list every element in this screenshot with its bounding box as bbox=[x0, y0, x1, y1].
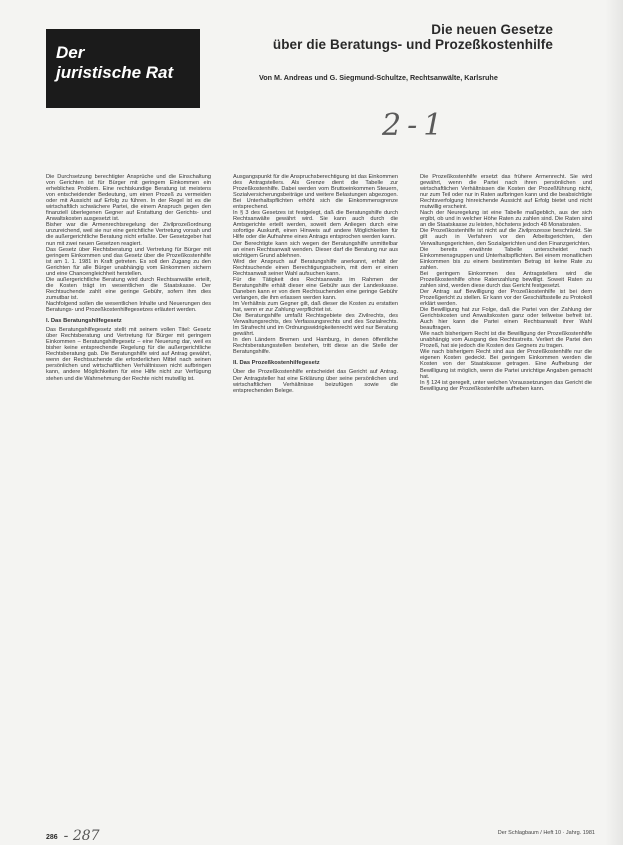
section-heading: II. Das Prozeßkostenhilfegesetz bbox=[233, 360, 320, 367]
journal-footer: Der Schlagbaum / Heft 10 · Jahrg. 1981 bbox=[497, 830, 595, 836]
article-title bbox=[273, 22, 553, 52]
paragraph: Die Durchsetzung berechtigter Ansprüche und die Einschaltung von Gerichten ist für Bürger mit geringem Einkommen ein erhebliches Problem. Eine rechtskundige Beratung ist meistens von entscheidender Bedeutung, um einen Prozeß zu vermeiden oder mit Aussicht auf Erfolg zu führen. In der Regel ist es die wirtschaftlich schwächere Partei, die einem Anspruch gegen den finanziell überlegenen Gegner auf Erstattung der Gerichts- und Anwaltskosten ausgesetzt ist. bbox=[46, 174, 211, 223]
paragraph: Der Berechtigte kann sich wegen der Beratungshilfe unmittelbar an einen Rechtsanwalt wenden. Dieser darf die Beratung nur aus wichtigem Grund ablehnen. bbox=[233, 240, 398, 259]
paragraph: Die außergerichtliche Beratung wird durch Rechtsanwälte erteilt, die Kosten trägt im wesentlichen die Staatskasse. Der Rechtsuchende zahlt eine geringe Gebühr, sofern ihm dies zumutbar ist. bbox=[46, 276, 211, 301]
paragraph: Bisher war die Armenrechtsregelung der Zivilprozeßordnung unzureichend, weil sie nur eine gerichtliche Vertretung vorsah und die außergerichtliche Beratung nicht erfaßte. Der Gesetzgeber hat nun mit zwei neuen Gesetzen reagiert. bbox=[46, 222, 211, 247]
text-column-1 bbox=[46, 174, 211, 814]
article-authors: Von M. Andreas und G. Siegmund-Schultze, Rechtsanwälte, Karlsruhe bbox=[259, 73, 498, 82]
paragraph: In § 124 ist geregelt, unter welchen Voraussetzungen das Gericht die Bewilligung der Prozeßkostenhilfe aufheben kann. bbox=[420, 379, 592, 392]
paragraph: Die Beratungshilfe umfaßt Rechtsgebiete des Zivilrechts, des Verwaltungsrechts, des Verfassungsrechts und des Sozialrechts. Im Strafrecht und im Ordnungswidrigkeitenrecht wird nur Beratung gewährt. bbox=[233, 313, 398, 338]
scan-shadow bbox=[605, 0, 623, 845]
handwritten-page-number: - 287 bbox=[63, 828, 100, 844]
title-line-1: Die neuen Gesetze bbox=[431, 22, 553, 37]
title-line-2: über die Beratungs- und Prozeßkostenhilfe bbox=[272, 37, 553, 52]
paragraph: Wie nach bisherigem Recht ist die Bewilligung der Prozeßkostenhilfe unabhängig vom Ausgang des Rechtsstreits. Verliert die Partei den Prozeß, hat sie jedoch die Kosten des Gegners zu tragen. bbox=[420, 331, 592, 350]
paragraph: Wird der Anspruch auf Beratungshilfe anerkannt, erhält der Rechtsuchende einen Berechtigungsschein, mit dem er einen Rechtsanwalt seiner Wahl aufsuchen kann. bbox=[233, 258, 398, 277]
paragraph: Im Verhältnis zum Gegner gilt, daß dieser die Kosten zu erstatten hat, wenn er zur Zahlung verpflichtet ist. bbox=[233, 300, 398, 314]
rubric-line-1: Der bbox=[56, 43, 85, 62]
page-number: 286 bbox=[46, 834, 58, 841]
paragraph: Der Antrag auf Bewilligung der Prozeßkostenhilfe ist bei dem Prozeßgericht zu stellen. Er kann vor der Geschäftsstelle zu Protokoll erklärt werden. bbox=[420, 288, 592, 307]
paragraph: Bei geringem Einkommen des Antragstellers wird die Prozeßkostenhilfe ohne Ratenzahlung bewilligt. Soweit Raten zu zahlen sind, werden diese durch das Gericht festgesetzt. bbox=[420, 270, 592, 289]
paragraph: Über die Prozeßkostenhilfe entscheidet das Gericht auf Antrag. Der Antragsteller hat eine Erklärung über seine persönlichen und wirtschaftlichen Verhältnisse beizufügen sowie die entsprechenden Belege. bbox=[233, 369, 398, 394]
handwritten-note: 2-1 bbox=[382, 108, 449, 143]
paragraph: Die Prozeßkostenhilfe ist nicht auf die Zivilprozesse beschränkt. Sie gilt auch in Verfahren vor den Arbeitsgerichten, den Verwaltungsgerichten, den Sozialgerichten und den Finanzgerichten. bbox=[420, 228, 592, 247]
paragraph: Das Beratungshilfegesetz stellt mit seinem vollen Titel: Gesetz über Rechtsberatung und Vertretung für Bürger mit geringem Einkommen – Beratungshilfegesetz – eine Neuerung dar, weil es bisher keine entsprechende Regelung für die außergerichtliche Rechtsberatung gab. Die Beratungshilfe wird auf Antrag gewährt, wenn der Rechtsuchende die erforderlichen Mittel nach seinen persönlichen und wirtschaftlichen Verhältnissen nicht aufbringen kann, andere Möglichkeiten für eine Hilfe nicht zur Verfügung stehen und die Wahrnehmung der Rechte nicht mutwillig ist. bbox=[46, 327, 211, 382]
rubric-box bbox=[46, 29, 200, 108]
paragraph: Nach der Neuregelung ist eine Tabelle maßgeblich, aus der sich ergibt, ob und in welcher Höhe Raten zu zahlen sind. Die Raten sind an die Staatskasse zu leisten, höchstens jedoch 48 Monatsraten. bbox=[420, 210, 592, 229]
text-column-3 bbox=[420, 174, 592, 814]
text-column-2 bbox=[233, 174, 398, 814]
rubric-line-2: juristische Rat bbox=[56, 63, 174, 82]
paragraph: Für die Tätigkeit des Rechtsanwalts im Rahmen der Beratungshilfe erhält dieser eine Gebühr aus der Landeskasse. Daneben kann er von dem Rechtsuchenden eine geringe Gebühr verlangen, die ihm erlassen werden kann. bbox=[233, 276, 398, 301]
paragraph: In den Ländern Bremen und Hamburg, in denen öffentliche Rechtsberatungsstellen bestehen, tritt diese an die Stelle der Beratungshilfe. bbox=[233, 337, 398, 356]
paragraph: Ausgangspunkt für die Anspruchsberechtigung ist das Einkommen des Antragstellers. Als Grenze dient die Tabelle zur Prozeßkostenhilfe. Dabei werden vom Bruttoeinkommen Steuern, Sozialversicherungsbeiträge und weitere Belastungen abgezogen. Bei Unterhaltspflichten erhöht sich die Einkommensgrenze entsprechend. bbox=[233, 174, 398, 211]
paragraph: Die Bewilligung hat zur Folge, daß die Partei von der Zahlung der Gerichtskosten und Anwaltskosten ganz oder teilweise befreit ist. Auch hier kann die Partei einen Rechtsanwalt ihrer Wahl beauftragen. bbox=[420, 307, 592, 332]
paragraph: In § 3 des Gesetzes ist festgelegt, daß die Beratungshilfe durch Rechtsanwälte gewährt wird. Sie kann auch durch die Amtsgerichte erteilt werden, soweit dem Anliegen durch eine sofortige Auskunft, einen Hinweis auf andere Möglichkeiten für Hilfe oder die Aufnahme eines Antrags entsprochen werden kann. bbox=[233, 210, 398, 241]
paragraph: Die bereits erwähnte Tabelle unterscheidet nach Einkommensgruppen und Unterhaltspflichten. Bei einem monatlichen Einkommen bis zu einem bestimmten Betrag ist keine Rate zu zahlen. bbox=[420, 246, 592, 271]
page-footer-left bbox=[46, 827, 100, 843]
section-heading: I. Das Beratungshilfegesetz bbox=[46, 318, 122, 325]
paragraph: Nachfolgend sollen die wesentlichen Inhalte und Neuerungen des Beratungs- und Prozeßkostenhilfegesetzes erläutert werden. bbox=[46, 300, 211, 314]
paragraph: Wie nach bisherigem Recht sind aus der Prozeßkostenhilfe nur die eigenen Kosten gedeckt. Bei geringem Einkommen werden die Kosten von der Staatskasse getragen. Eine Aufhebung der Bewilligung ist möglich, wenn die Partei unrichtige Angaben gemacht hat. bbox=[420, 349, 592, 380]
paragraph: Das Gesetz über Rechtsberatung und Vertretung für Bürger mit geringem Einkommen und das Gesetz über die Prozeßkostenhilfe ist am 1. 1. 1981 in Kraft getreten. Es soll den Zugang zu den Gerichten für alle Bürger unabhängig vom Einkommen sichern und eine Chancengleichheit herstellen. bbox=[46, 246, 211, 277]
paragraph: Die Prozeßkostenhilfe ersetzt das frühere Armenrecht. Sie wird gewährt, wenn die Partei nach ihren persönlichen und wirtschaftlichen Verhältnissen die Kosten der Prozeßführung nicht, nur zum Teil oder nur in Raten aufbringen kann und die beabsichtigte Rechtsverfolgung hinreichende Aussicht auf Erfolg bietet und nicht mutwillig erscheint. bbox=[420, 174, 592, 211]
